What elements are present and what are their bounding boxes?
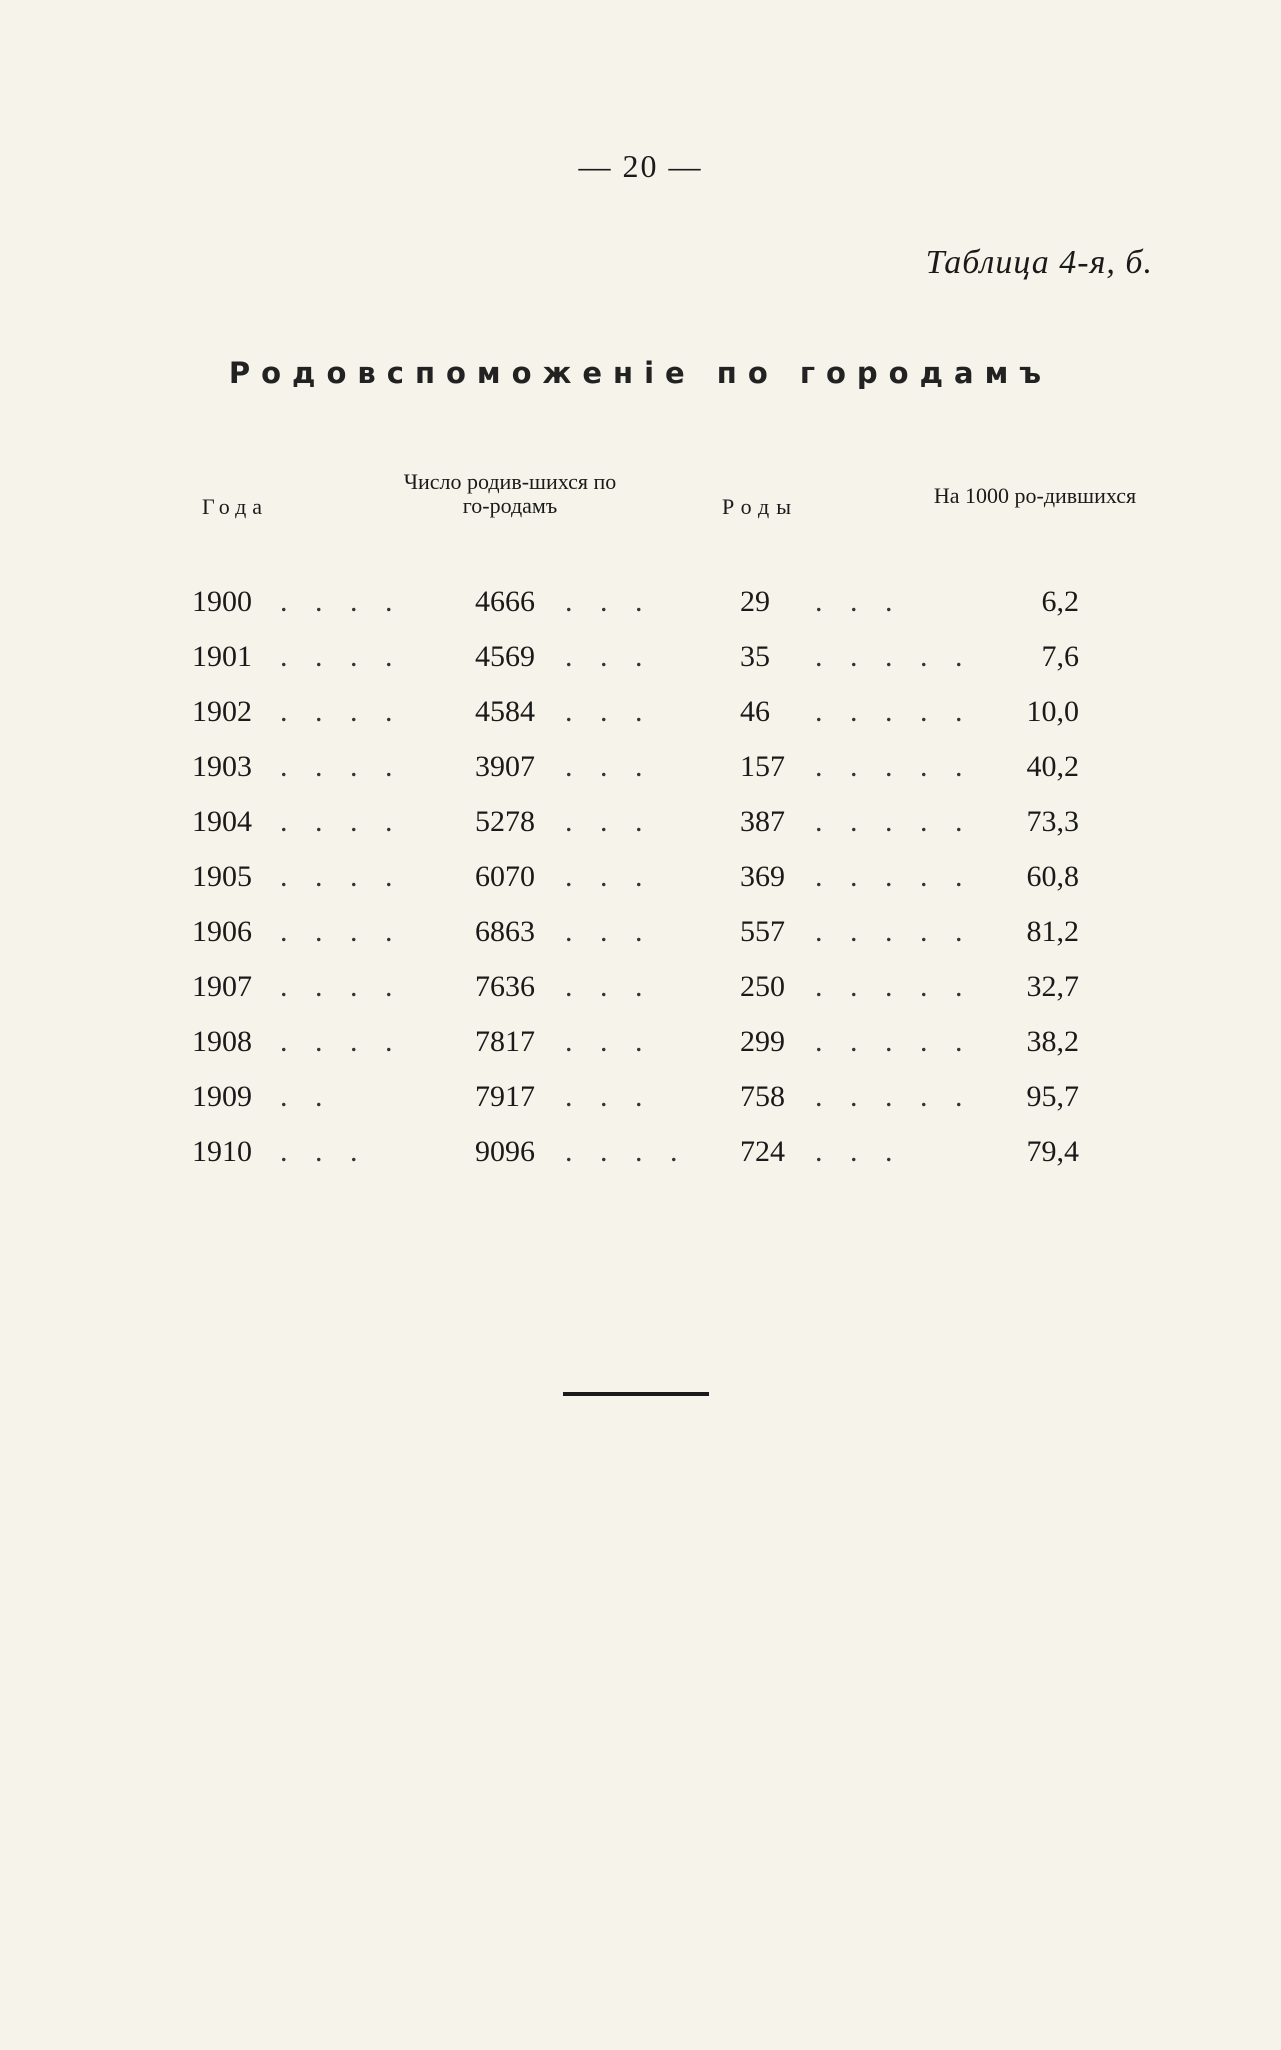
- cell-rate: 81,2: [1026, 915, 1079, 948]
- leader-dots: . . .: [815, 585, 903, 618]
- column-header-year: Года: [201, 494, 269, 519]
- cell-rate: 38,2: [1026, 1025, 1079, 1058]
- cell-deliveries: 758: [740, 1080, 785, 1113]
- column-header-births: Число родив-шихся по го-родамъ: [403, 469, 617, 518]
- table-row: [0, 849, 1281, 904]
- leader-dots: . . .: [565, 915, 653, 948]
- cell-deliveries: 724: [740, 1135, 785, 1168]
- table-row: [0, 739, 1281, 794]
- table-label: Таблица 4-я, б.: [925, 244, 1153, 281]
- leader-dots: . . .: [565, 860, 653, 893]
- cell-births: 7817: [475, 1025, 535, 1058]
- cell-year: 1902: [192, 695, 252, 728]
- cell-births: 3907: [475, 750, 535, 783]
- table-body: [0, 574, 1281, 1179]
- table-row: [0, 684, 1281, 739]
- leader-dots: . . . . .: [815, 750, 973, 783]
- table-row: [0, 574, 1281, 629]
- cell-year: 1901: [192, 640, 252, 673]
- leader-dots: . . . .: [280, 695, 403, 728]
- cell-births: 4569: [475, 640, 535, 673]
- cell-births: 7636: [475, 970, 535, 1003]
- table-row: [0, 794, 1281, 849]
- leader-dots: . . . . .: [815, 970, 973, 1003]
- cell-births: 4666: [475, 585, 535, 618]
- cell-year: 1900: [192, 585, 252, 618]
- leader-dots: . . . . .: [815, 805, 973, 838]
- cell-deliveries: 250: [740, 970, 785, 1003]
- leader-dots: . . .: [565, 1025, 653, 1058]
- cell-deliveries: 387: [740, 805, 785, 838]
- cell-rate: 40,2: [1026, 750, 1079, 783]
- leader-dots: . . .: [565, 640, 653, 673]
- cell-deliveries: 46: [740, 695, 770, 728]
- cell-births: 6070: [475, 860, 535, 893]
- leader-dots: . . .: [280, 1135, 368, 1168]
- cell-rate: 60,8: [1026, 860, 1079, 893]
- cell-rate: 10,0: [1026, 695, 1079, 728]
- column-header-deliveries: Роды: [721, 494, 799, 519]
- column-header-rate: На 1000 ро-дившихся: [933, 483, 1137, 508]
- cell-births: 7917: [475, 1080, 535, 1113]
- table-row: [0, 629, 1281, 684]
- cell-rate: 7,6: [1041, 640, 1079, 673]
- leader-dots: . . . .: [280, 585, 403, 618]
- leader-dots: . . . .: [280, 805, 403, 838]
- leader-dots: . . . . .: [815, 1080, 973, 1113]
- cell-year: 1903: [192, 750, 252, 783]
- leader-dots: . . .: [565, 1080, 653, 1113]
- leader-dots: . .: [280, 1080, 333, 1113]
- cell-rate: 79,4: [1026, 1135, 1079, 1168]
- leader-dots: . . . .: [280, 860, 403, 893]
- leader-dots: . . . . .: [815, 695, 973, 728]
- table-row: [0, 1014, 1281, 1069]
- leader-dots: . . .: [565, 750, 653, 783]
- leader-dots: . . . .: [565, 1135, 688, 1168]
- leader-dots: . . .: [815, 1135, 903, 1168]
- end-rule-divider: [563, 1392, 709, 1396]
- cell-deliveries: 369: [740, 860, 785, 893]
- cell-births: 9096: [475, 1135, 535, 1168]
- cell-births: 6863: [475, 915, 535, 948]
- leader-dots: . . . .: [280, 970, 403, 1003]
- table-row: [0, 1069, 1281, 1124]
- leader-dots: . . . . .: [815, 1025, 973, 1058]
- cell-year: 1904: [192, 805, 252, 838]
- table-row: [0, 1124, 1281, 1179]
- cell-rate: 95,7: [1026, 1080, 1079, 1113]
- cell-births: 5278: [475, 805, 535, 838]
- cell-deliveries: 299: [740, 1025, 785, 1058]
- leader-dots: . . . .: [280, 1025, 403, 1058]
- cell-year: 1910: [192, 1135, 252, 1168]
- leader-dots: . . .: [565, 805, 653, 838]
- leader-dots: . . . . .: [815, 640, 973, 673]
- leader-dots: . . .: [565, 585, 653, 618]
- cell-births: 4584: [475, 695, 535, 728]
- leader-dots: . . . . .: [815, 860, 973, 893]
- cell-rate: 73,3: [1026, 805, 1079, 838]
- cell-deliveries: 157: [740, 750, 785, 783]
- cell-deliveries: 29: [740, 585, 770, 618]
- page-number: — 20 —: [578, 148, 703, 184]
- leader-dots: . . . .: [280, 640, 403, 673]
- leader-dots: . . . .: [280, 915, 403, 948]
- table-row: [0, 959, 1281, 1014]
- cell-rate: 32,7: [1026, 970, 1079, 1003]
- table-row: [0, 904, 1281, 959]
- cell-deliveries: 35: [740, 640, 770, 673]
- cell-year: 1908: [192, 1025, 252, 1058]
- page-title: Родовспоможенie по городамъ: [228, 356, 1053, 390]
- leader-dots: . . . . .: [815, 915, 973, 948]
- leader-dots: . . . .: [280, 750, 403, 783]
- cell-year: 1906: [192, 915, 252, 948]
- cell-deliveries: 557: [740, 915, 785, 948]
- cell-rate: 6,2: [1041, 585, 1079, 618]
- leader-dots: . . .: [565, 970, 653, 1003]
- cell-year: 1907: [192, 970, 252, 1003]
- cell-year: 1909: [192, 1080, 252, 1113]
- cell-year: 1905: [192, 860, 252, 893]
- leader-dots: . . .: [565, 695, 653, 728]
